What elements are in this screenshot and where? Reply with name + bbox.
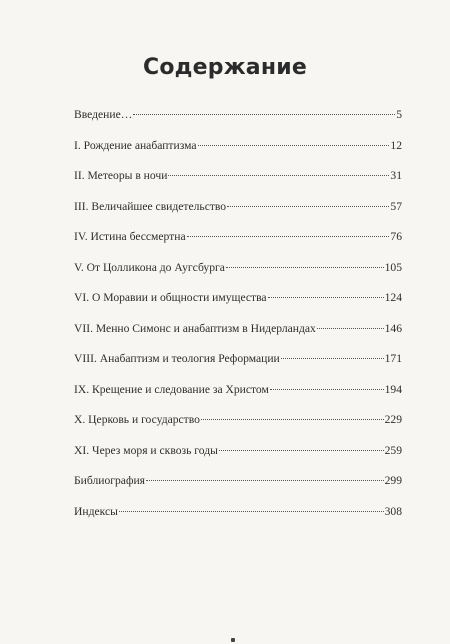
toc-entry	[74, 383, 402, 414]
toc-entry-title: III. Величайшее свидетельство	[74, 199, 227, 213]
toc-entry-title: II. Метеоры в ночи	[74, 169, 168, 182]
toc-entry	[74, 474, 402, 505]
toc-entry	[74, 505, 402, 536]
page-footer-mark	[231, 638, 235, 642]
toc-entry-title: Индексы	[74, 504, 118, 518]
toc-entry-page: 5	[396, 108, 402, 121]
toc-entry	[74, 444, 402, 475]
toc-entry	[74, 139, 402, 170]
toc-entry-title: Библиография	[74, 474, 146, 487]
toc-entry-page: 31	[390, 169, 402, 182]
toc-entry	[74, 322, 402, 353]
toc-entry-title: X. Церковь и государство	[74, 413, 200, 426]
toc-entry-page: 259	[384, 443, 402, 457]
page-title: Содержание	[143, 55, 307, 80]
toc-leader-dots	[226, 267, 384, 268]
toc-entry-title: XI. Через моря и сквозь годы	[74, 443, 218, 457]
toc-entry-page: 105	[384, 260, 402, 274]
toc-entry-title: VI. О Моравии и общности имущества	[74, 291, 267, 304]
toc-entry-title: V. От Цолликона до Аугсбурга	[74, 260, 225, 274]
toc-leader-dots	[270, 389, 384, 390]
toc-leader-dots	[198, 145, 390, 146]
toc-leader-dots	[133, 114, 395, 115]
toc-leader-dots	[146, 480, 384, 481]
toc-entry-title: I. Рождение анабаптизма	[74, 138, 197, 152]
toc-entry-title: Введение…	[74, 108, 133, 121]
table-of-contents	[74, 108, 402, 535]
toc-entry-page: 308	[384, 504, 402, 518]
toc-entry-title: VII. Менно Симонс и анабаптизм в Нидерландах	[74, 321, 316, 335]
toc-entry-page: 76	[390, 230, 402, 243]
toc-entry	[74, 352, 402, 383]
toc-entry	[74, 169, 402, 200]
toc-entry-page: 146	[384, 321, 402, 335]
toc-leader-dots	[119, 511, 384, 512]
toc-leader-dots	[268, 297, 384, 298]
toc-entry-page: 229	[384, 413, 402, 426]
toc-entry	[74, 291, 402, 322]
toc-entry-page: 171	[384, 352, 402, 365]
toc-leader-dots	[219, 450, 384, 451]
toc-entry-page: 124	[384, 291, 402, 304]
toc-leader-dots	[281, 358, 384, 359]
toc-entry	[74, 413, 402, 444]
toc-leader-dots	[201, 419, 384, 420]
toc-entry	[74, 261, 402, 292]
toc-entry-title: IX. Крещение и следование за Христом	[74, 382, 269, 396]
toc-entry	[74, 108, 402, 139]
toc-leader-dots	[168, 175, 389, 176]
toc-entry-page: 57	[390, 199, 402, 213]
toc-entry-title: VIII. Анабаптизм и теология Реформации	[74, 352, 280, 365]
toc-leader-dots	[227, 206, 389, 207]
toc-entry-page: 12	[390, 138, 402, 152]
toc-leader-dots	[187, 236, 390, 237]
toc-entry-title: IV. Истина бессмертна	[74, 230, 186, 243]
toc-leader-dots	[317, 328, 384, 329]
toc-entry	[74, 230, 402, 261]
toc-entry-page: 299	[384, 474, 402, 487]
toc-entry	[74, 200, 402, 231]
toc-entry-page: 194	[384, 382, 402, 396]
